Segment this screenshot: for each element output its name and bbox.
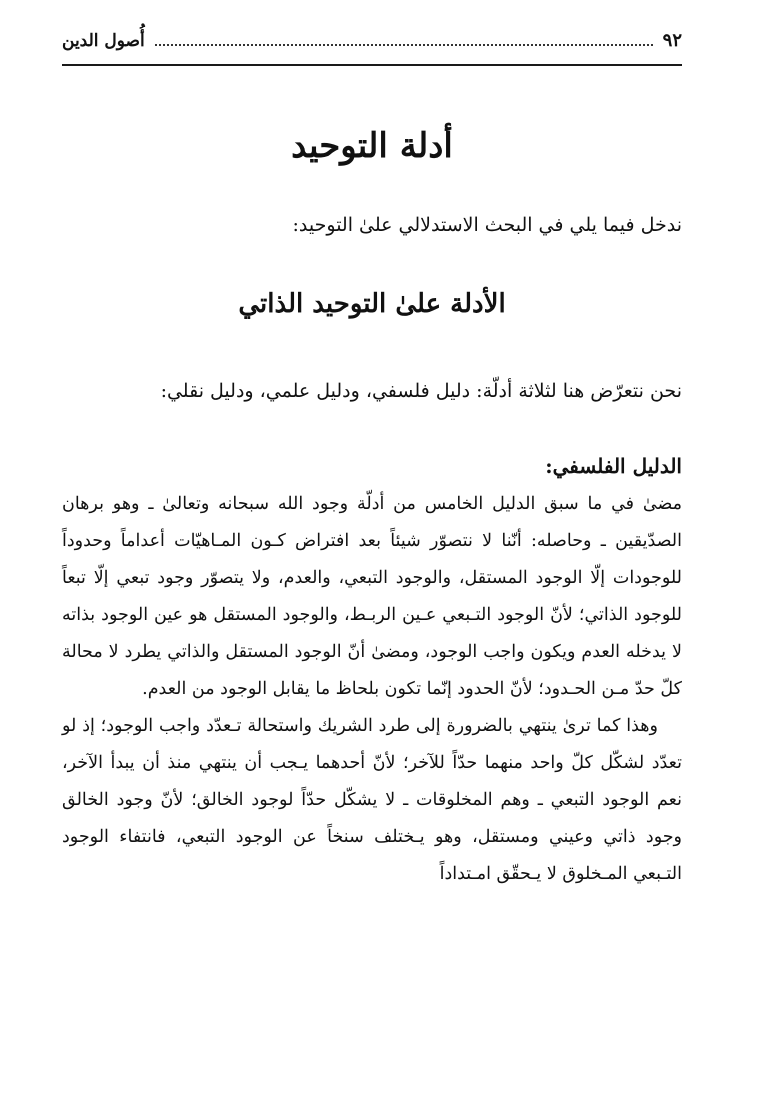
- leader-dots: [155, 32, 653, 46]
- chapter-intro: ندخل فيما يلي في البحث الاستدلالي علىٰ التوحيد:: [292, 214, 682, 236]
- section-title: الأدلة علىٰ التوحيد الذاتي: [238, 289, 506, 319]
- body-paragraph: مضىٰ في ما سبق الدليل الخامس من أدلّة وجود الله سبحانه وتعالىٰ ـ وهو برهان الصدّيقين ـ وحاصله: أنّنا لا نتصوّر شيئاً بعد افتراض كـون المـاهيّات أعداماً وحدوداً للوجودات إلّا الوجود المستقل، والوجود التبعي، والعدم، ولا يتصوّر وجود تبعي إلّا تبعاً للوجود الذاتي؛ لأنّ الوجود التـبعي عـين الربـط، والوجود المستقل هو عين الوجود بذاته لا يدخله العدم ويكون واجب الوجود، ومضىٰ أنّ الوجود المستقل والذاتي يطرد لا محالة كلّ حدّ مـن الحـدود؛ لأنّ الحدود إنّما تكون بلحاظ ما يقابل الوجود من العدم.: [62, 494, 682, 699]
- book-title: أُصول الدين: [62, 31, 145, 51]
- section-intro: نحن نتعرّض هنا لثلاثة أدلّة: دليل فلسفي، ودليل علمي، ودليل نقلي:: [160, 380, 682, 402]
- book-page: [62, 30, 682, 893]
- subsection-title: الدليل الفلسفي:: [545, 454, 682, 478]
- running-head: [62, 30, 682, 66]
- page-number: ٩٢: [662, 30, 682, 51]
- chapter-title: أدلة التوحيد: [291, 126, 453, 166]
- body-paragraph: وهذا كما ترىٰ ينتهي بالضرورة إلى طرد الشريك واستحالة تـعدّد واجب الوجود؛ إذ لو تعدّد لشكّل كلّ واحد منهما حدّاً للآخر؛ لأنّ أحدهما يـجب أن ينتهي منذ أن يبدأ الآخر، نعم الوجود التبعي ـ وهم المخلوقات ـ لا يشكّل حدّاً لوجود الخالق؛ لأنّ وجود الخالق وجود ذاتي وعيني ومستقل، وهو يـختلف سنخاً عن الوجود التبعي، فانتفاء الوجود التـبعي المـخلوق لا يـحقّق امـتداداً: [62, 716, 682, 884]
